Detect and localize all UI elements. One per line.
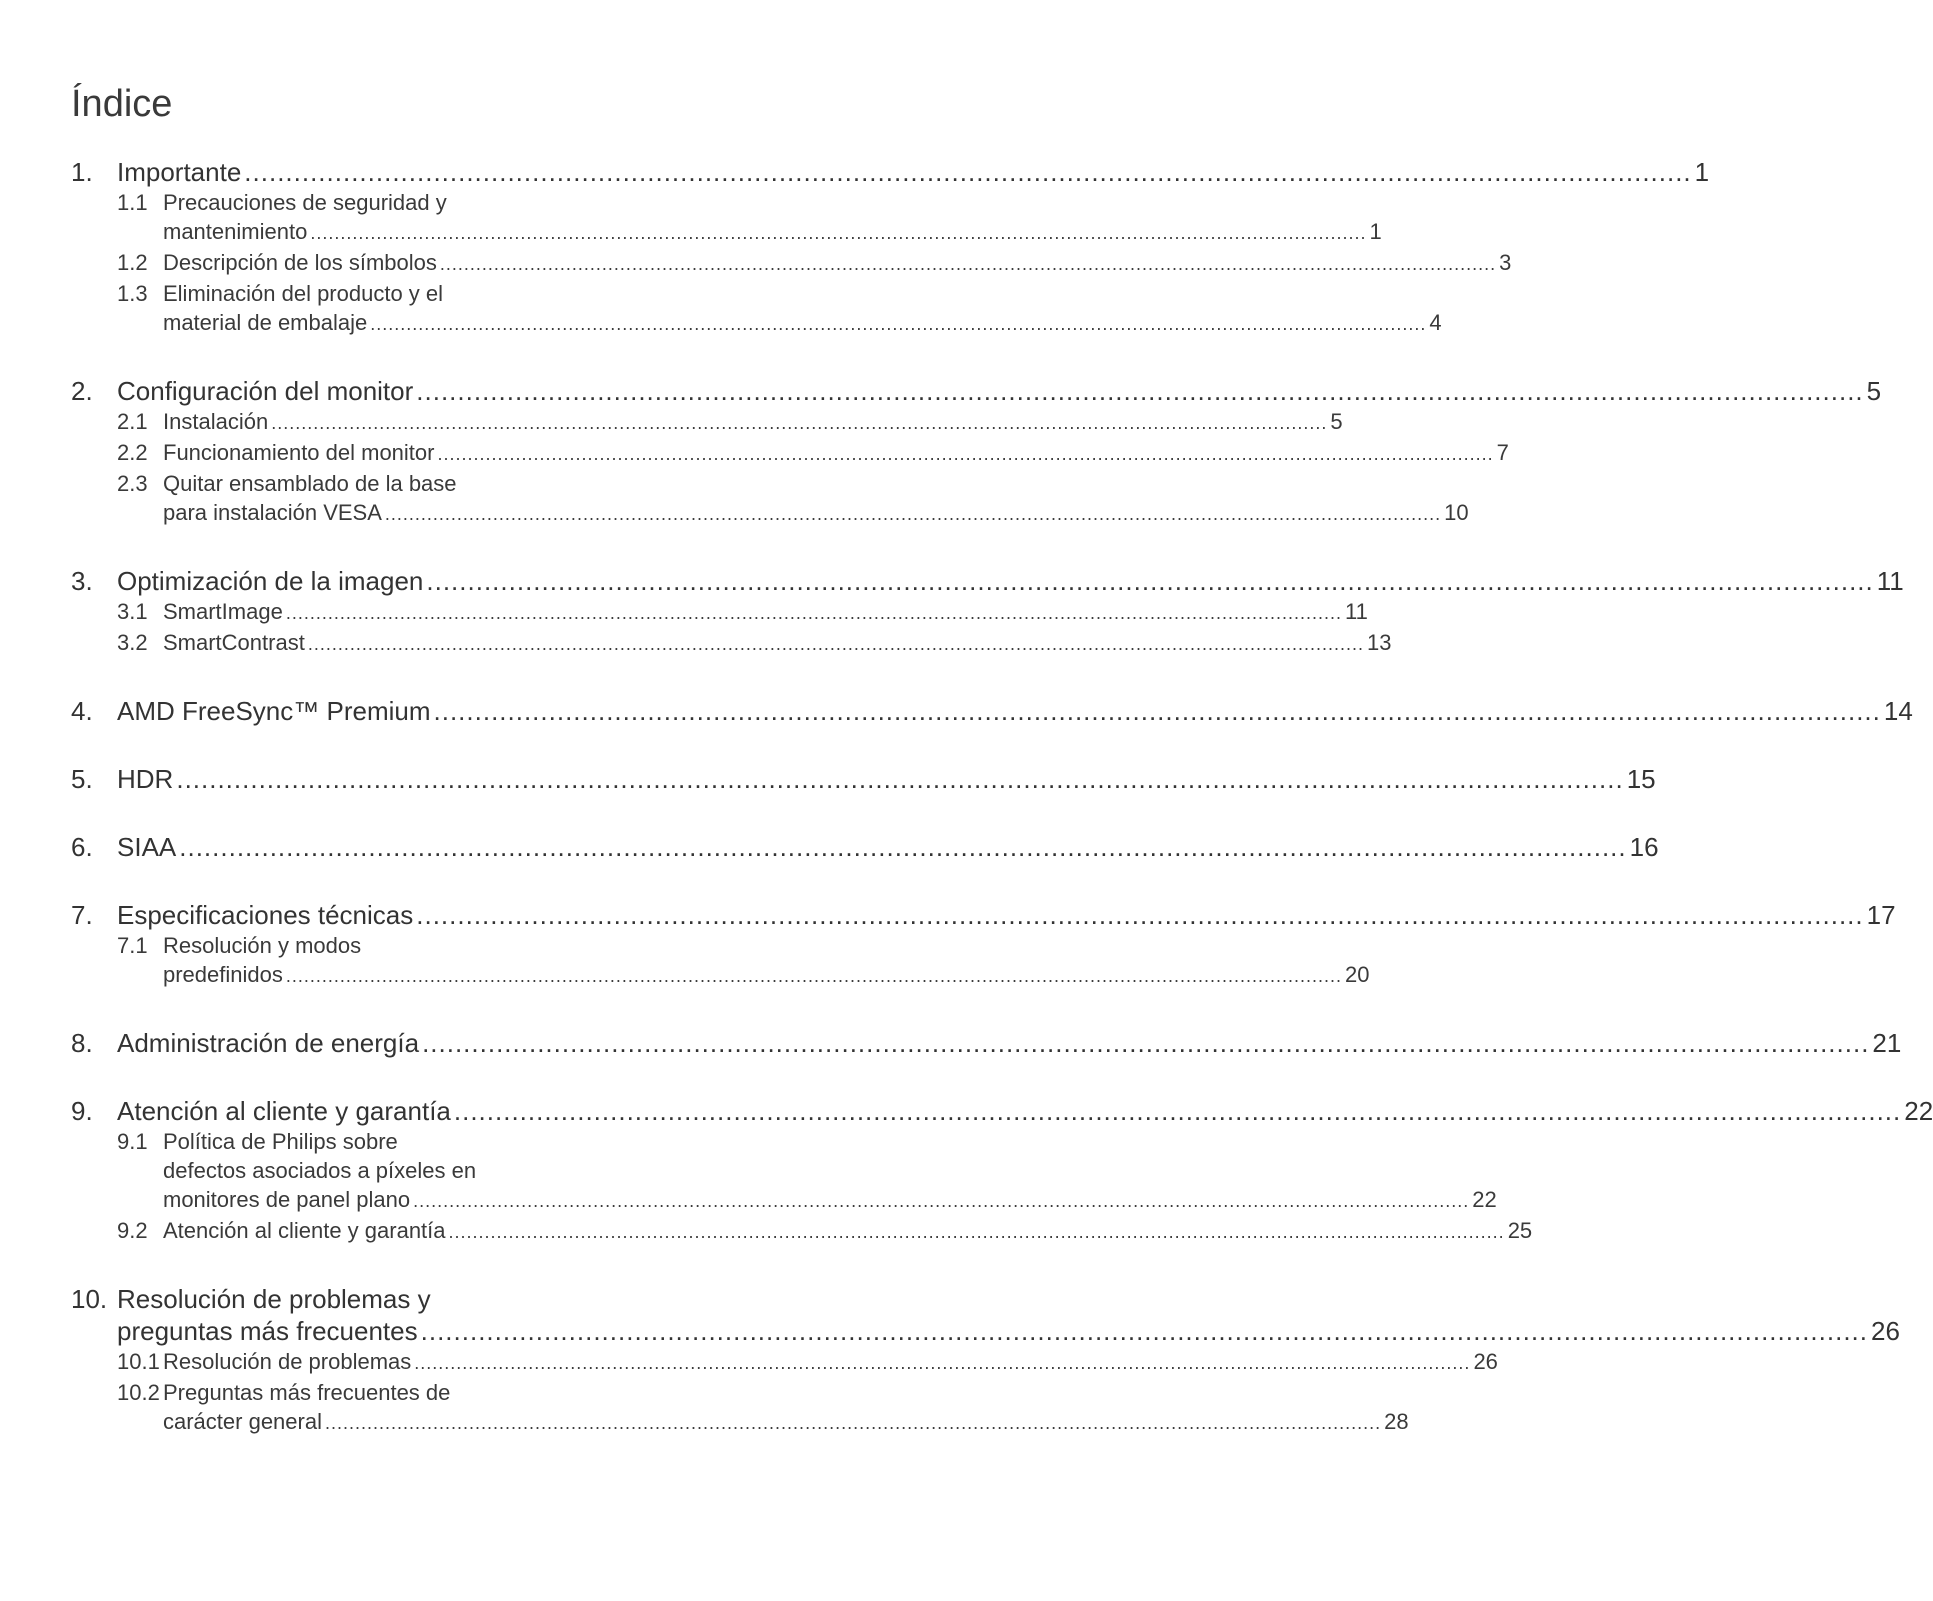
toc-subsection-page-number: 7 (1496, 440, 1509, 465)
toc-section-title (117, 375, 1881, 407)
toc-subsection-title-line (163, 1347, 1498, 1378)
toc-subsection-page-number: 26 (1473, 1349, 1498, 1374)
toc-section-title-text: Importante (117, 157, 242, 187)
toc-section-number: 9. (71, 1096, 93, 1126)
dot-leader (271, 409, 1327, 438)
toc-subsection-title-text: para instalación VESA (163, 500, 382, 525)
toc-subsection-title (163, 1347, 1498, 1378)
toc-subsection-number: 10.2 (117, 1380, 160, 1405)
toc-section-title-text: Configuración del monitor (117, 376, 414, 406)
toc-section-title-text: HDR (117, 764, 174, 794)
toc-section-title-line (117, 1095, 1933, 1127)
toc-section-number: 1. (71, 157, 93, 187)
toc-subsection-title-text: Instalación (163, 409, 269, 434)
toc-subsection-number: 2.2 (117, 440, 148, 465)
toc-section-number: 6. (71, 832, 93, 862)
toc-section-entry[interactable] (71, 1095, 1933, 1127)
toc-section-title-text: preguntas más frecuentes (117, 1316, 418, 1346)
toc-section-title (117, 899, 1896, 931)
dot-leader (176, 763, 1623, 795)
toc-subsection-title-line (163, 597, 1368, 628)
toc-section-title-text: Optimización de la imagen (117, 566, 424, 596)
toc-section-title-text: Administración de energía (117, 1028, 420, 1058)
toc-section[interactable] (71, 899, 1896, 991)
toc-section-title-line (117, 1315, 1900, 1347)
toc-subsection-entry[interactable] (117, 1347, 1498, 1378)
toc-section-title (117, 831, 1659, 863)
toc-section-page-number: 26 (1870, 1316, 1900, 1346)
toc-subsection-title (163, 248, 1511, 279)
toc-subsection-title-text: predefinidos (163, 962, 283, 987)
toc-section-number: 7. (71, 900, 93, 930)
toc-section[interactable] (71, 1095, 1933, 1247)
toc-section[interactable] (71, 831, 1659, 863)
toc-subsection-page-number: 13 (1367, 630, 1392, 655)
toc-section-entry[interactable] (71, 156, 1710, 188)
toc-subsection-title-text: Quitar ensamblado de la base (163, 471, 457, 496)
toc-section-entry[interactable] (71, 1283, 1900, 1347)
toc-subsection-title-line (163, 1407, 1409, 1438)
toc-subsection-title-text: Política de Philips sobre (163, 1129, 398, 1154)
toc-section-page-number: 17 (1866, 900, 1896, 930)
toc-section-entry[interactable] (71, 1027, 1902, 1059)
toc-section[interactable] (71, 763, 1656, 795)
dot-leader (325, 1409, 1381, 1438)
toc-subsection-title-text: Preguntas más frecuentes de (163, 1380, 451, 1405)
dot-leader (413, 1187, 1469, 1216)
table-of-contents (71, 156, 1933, 1474)
toc-subsection-title-text: Eliminación del producto y el (163, 281, 444, 306)
toc-section-title-line (117, 831, 1659, 863)
toc-subsection-page-number: 22 (1472, 1187, 1497, 1212)
toc-subsection-title-text: material de embalaje (163, 310, 368, 335)
toc-subsection-title-text: Resolución y modos (163, 933, 362, 958)
toc-subsection-number: 1.3 (117, 281, 148, 306)
toc-subsection-title-line (163, 248, 1511, 279)
toc-subsection-title-text: Atención al cliente y garantía (163, 1218, 446, 1243)
toc-section[interactable] (71, 375, 1882, 529)
toc-subsection-entry[interactable] (117, 279, 1442, 339)
page-title: Índice (71, 83, 173, 125)
toc-subsection-number: 1.1 (117, 190, 148, 215)
toc-subsection-page-number: 1 (1369, 219, 1382, 244)
toc-subsection-entry[interactable] (117, 438, 1509, 469)
dot-leader (308, 630, 1364, 659)
toc-section-title-line (117, 1027, 1901, 1059)
toc-section-number: 5. (71, 764, 93, 794)
toc-section[interactable] (71, 695, 1913, 727)
dot-leader (449, 1218, 1505, 1247)
toc-section-title (117, 1095, 1933, 1127)
toc-section-page-number: 21 (1872, 1028, 1902, 1058)
toc-subsection-title-line (163, 1185, 1497, 1216)
toc-subsection-page-number: 28 (1384, 1409, 1409, 1434)
toc-subsection-title (163, 628, 1391, 659)
toc-section-entry[interactable] (71, 899, 1896, 931)
toc-subsection-title-line (163, 628, 1391, 659)
toc-subsection-number: 7.1 (117, 933, 148, 958)
toc-subsection-number: 2.1 (117, 409, 148, 434)
dot-leader (244, 156, 1691, 188)
toc-section-title-line (117, 375, 1881, 407)
toc-subsection-title (163, 1378, 1409, 1438)
dot-leader (286, 962, 1342, 991)
toc-subsection-page-number: 4 (1429, 310, 1442, 335)
toc-subsection-title-line (163, 1216, 1532, 1247)
toc-subsection-title-text: Descripción de los símbolos (163, 250, 437, 275)
toc-subsection-title (163, 931, 1370, 991)
toc-subsection-title-text: Resolución de problemas (163, 1349, 412, 1374)
toc-subsection-entry[interactable] (117, 1378, 1409, 1438)
dot-leader (416, 375, 1863, 407)
toc-subsection-title-line (163, 1127, 1497, 1156)
toc-section-title-line (117, 156, 1709, 188)
toc-subsection-page-number: 5 (1330, 409, 1343, 434)
toc-subsection-entry[interactable] (117, 597, 1368, 628)
toc-subsection-entry[interactable] (117, 1127, 1497, 1216)
dot-leader (437, 440, 1493, 469)
toc-subsection-entry[interactable] (117, 407, 1343, 438)
toc-section-number: 3. (71, 566, 93, 596)
toc-subsection-title-line (163, 407, 1343, 438)
dot-leader (385, 500, 1441, 529)
toc-section-entry[interactable] (71, 763, 1656, 795)
toc-subsection-entry[interactable] (117, 188, 1382, 248)
toc-subsection-title-line (163, 1156, 1497, 1185)
toc-section-entry[interactable] (71, 375, 1882, 407)
toc-section-page-number: 22 (1904, 1096, 1933, 1126)
toc-section-page-number: 11 (1876, 566, 1904, 596)
toc-section-number: 10. (71, 1284, 108, 1314)
toc-subsection-title (163, 469, 1469, 529)
toc-subsection-title (163, 279, 1442, 339)
toc-subsection-number: 10.1 (117, 1349, 160, 1374)
toc-section-title-line (117, 1283, 1900, 1315)
dot-leader (414, 1349, 1470, 1378)
toc-subsection-number: 1.2 (117, 250, 148, 275)
toc-section-title-text: SIAA (117, 832, 177, 862)
toc-subsection-title-text: SmartContrast (163, 630, 305, 655)
toc-section-entry[interactable] (71, 831, 1659, 863)
dot-leader (310, 219, 1366, 248)
toc-section-page-number: 16 (1629, 832, 1659, 862)
toc-subsection-entry[interactable] (117, 248, 1512, 279)
toc-subsection-title-line (163, 498, 1469, 529)
toc-section-entry[interactable] (71, 695, 1913, 727)
toc-subsection-page-number: 3 (1499, 250, 1512, 275)
toc-section-title-text: AMD FreeSync™ Premium (117, 696, 431, 726)
toc-subsection-title-line (163, 931, 1370, 960)
toc-subsection-title-text: Precauciones de seguridad y (163, 190, 447, 215)
toc-section-page-number: 5 (1866, 376, 1882, 406)
toc-subsection-title-line (163, 960, 1370, 991)
toc-subsection-number: 9.2 (117, 1218, 148, 1243)
toc-subsection-page-number: 10 (1444, 500, 1469, 525)
toc-subsection-entry[interactable] (117, 1216, 1533, 1247)
toc-section-title (117, 1027, 1901, 1059)
toc-section[interactable] (71, 1027, 1902, 1059)
toc-subsection-entry[interactable] (117, 628, 1392, 659)
toc-subsection-title-line (163, 1378, 1409, 1407)
dot-leader (416, 899, 1863, 931)
toc-subsection-title-text: SmartImage (163, 599, 283, 624)
toc-section[interactable] (71, 156, 1710, 339)
dot-leader (370, 310, 1426, 339)
toc-subsection-number: 9.1 (117, 1129, 148, 1154)
toc-section-title-line (117, 899, 1896, 931)
dot-leader (434, 695, 1881, 727)
dot-leader (286, 599, 1342, 628)
toc-subsection-title-text: Funcionamiento del monitor (163, 440, 435, 465)
toc-section[interactable] (71, 1283, 1900, 1438)
toc-subsection-page-number: 20 (1345, 962, 1370, 987)
toc-subsection-title-line (163, 308, 1442, 339)
toc-section-title-line (117, 763, 1656, 795)
toc-subsection-title-text: monitores de panel plano (163, 1187, 411, 1212)
toc-section-entry[interactable] (71, 565, 1904, 597)
toc-subsection-title-line (163, 279, 1442, 308)
toc-section-page-number: 14 (1883, 696, 1913, 726)
toc-section-title-line (117, 565, 1904, 597)
toc-subsection-title-text: carácter general (163, 1409, 322, 1434)
toc-section-number: 8. (71, 1028, 93, 1058)
dot-leader (426, 565, 1873, 597)
toc-subsection-entry[interactable] (117, 469, 1469, 529)
toc-section-title-text: Resolución de problemas y (117, 1284, 431, 1314)
toc-section-page-number: 1 (1694, 157, 1710, 187)
toc-subsection-title (163, 1216, 1532, 1247)
toc-subsection-title-line (163, 188, 1382, 217)
toc-section[interactable] (71, 565, 1904, 659)
toc-subsection-entry[interactable] (117, 931, 1370, 991)
toc-subsection-page-number: 25 (1507, 1218, 1533, 1243)
toc-section-title-text: Especificaciones técnicas (117, 900, 414, 930)
toc-subsection-title-text: defectos asociados a píxeles en (163, 1158, 477, 1183)
dot-leader (454, 1095, 1901, 1127)
toc-section-title (117, 565, 1904, 597)
toc-subsection-title-line (163, 438, 1509, 469)
toc-section-title (117, 695, 1913, 727)
dot-leader (440, 250, 1496, 279)
toc-subsection-title-text: mantenimiento (163, 219, 308, 244)
toc-section-number: 4. (71, 696, 93, 726)
toc-section-title (117, 156, 1709, 188)
toc-section-title-text: Atención al cliente y garantía (117, 1096, 451, 1126)
toc-subsection-title-line (163, 217, 1382, 248)
toc-subsection-title (163, 438, 1509, 469)
toc-subsection-number: 3.2 (117, 630, 148, 655)
toc-subsection-title (163, 188, 1382, 248)
toc-section-title (117, 763, 1656, 795)
toc-section-title-line (117, 695, 1913, 727)
dot-leader (422, 1027, 1869, 1059)
toc-subsection-page-number: 11 (1345, 599, 1368, 624)
toc-section-page-number: 15 (1626, 764, 1656, 794)
dot-leader (179, 831, 1626, 863)
toc-subsection-title (163, 407, 1343, 438)
dot-leader (421, 1315, 1868, 1347)
toc-subsection-number: 3.1 (117, 599, 148, 624)
toc-subsection-number: 2.3 (117, 471, 148, 496)
toc-subsection-title-line (163, 469, 1469, 498)
toc-section-title (117, 1283, 1900, 1347)
toc-section-number: 2. (71, 376, 93, 406)
toc-subsection-title (163, 597, 1368, 628)
toc-subsection-title (163, 1127, 1497, 1216)
